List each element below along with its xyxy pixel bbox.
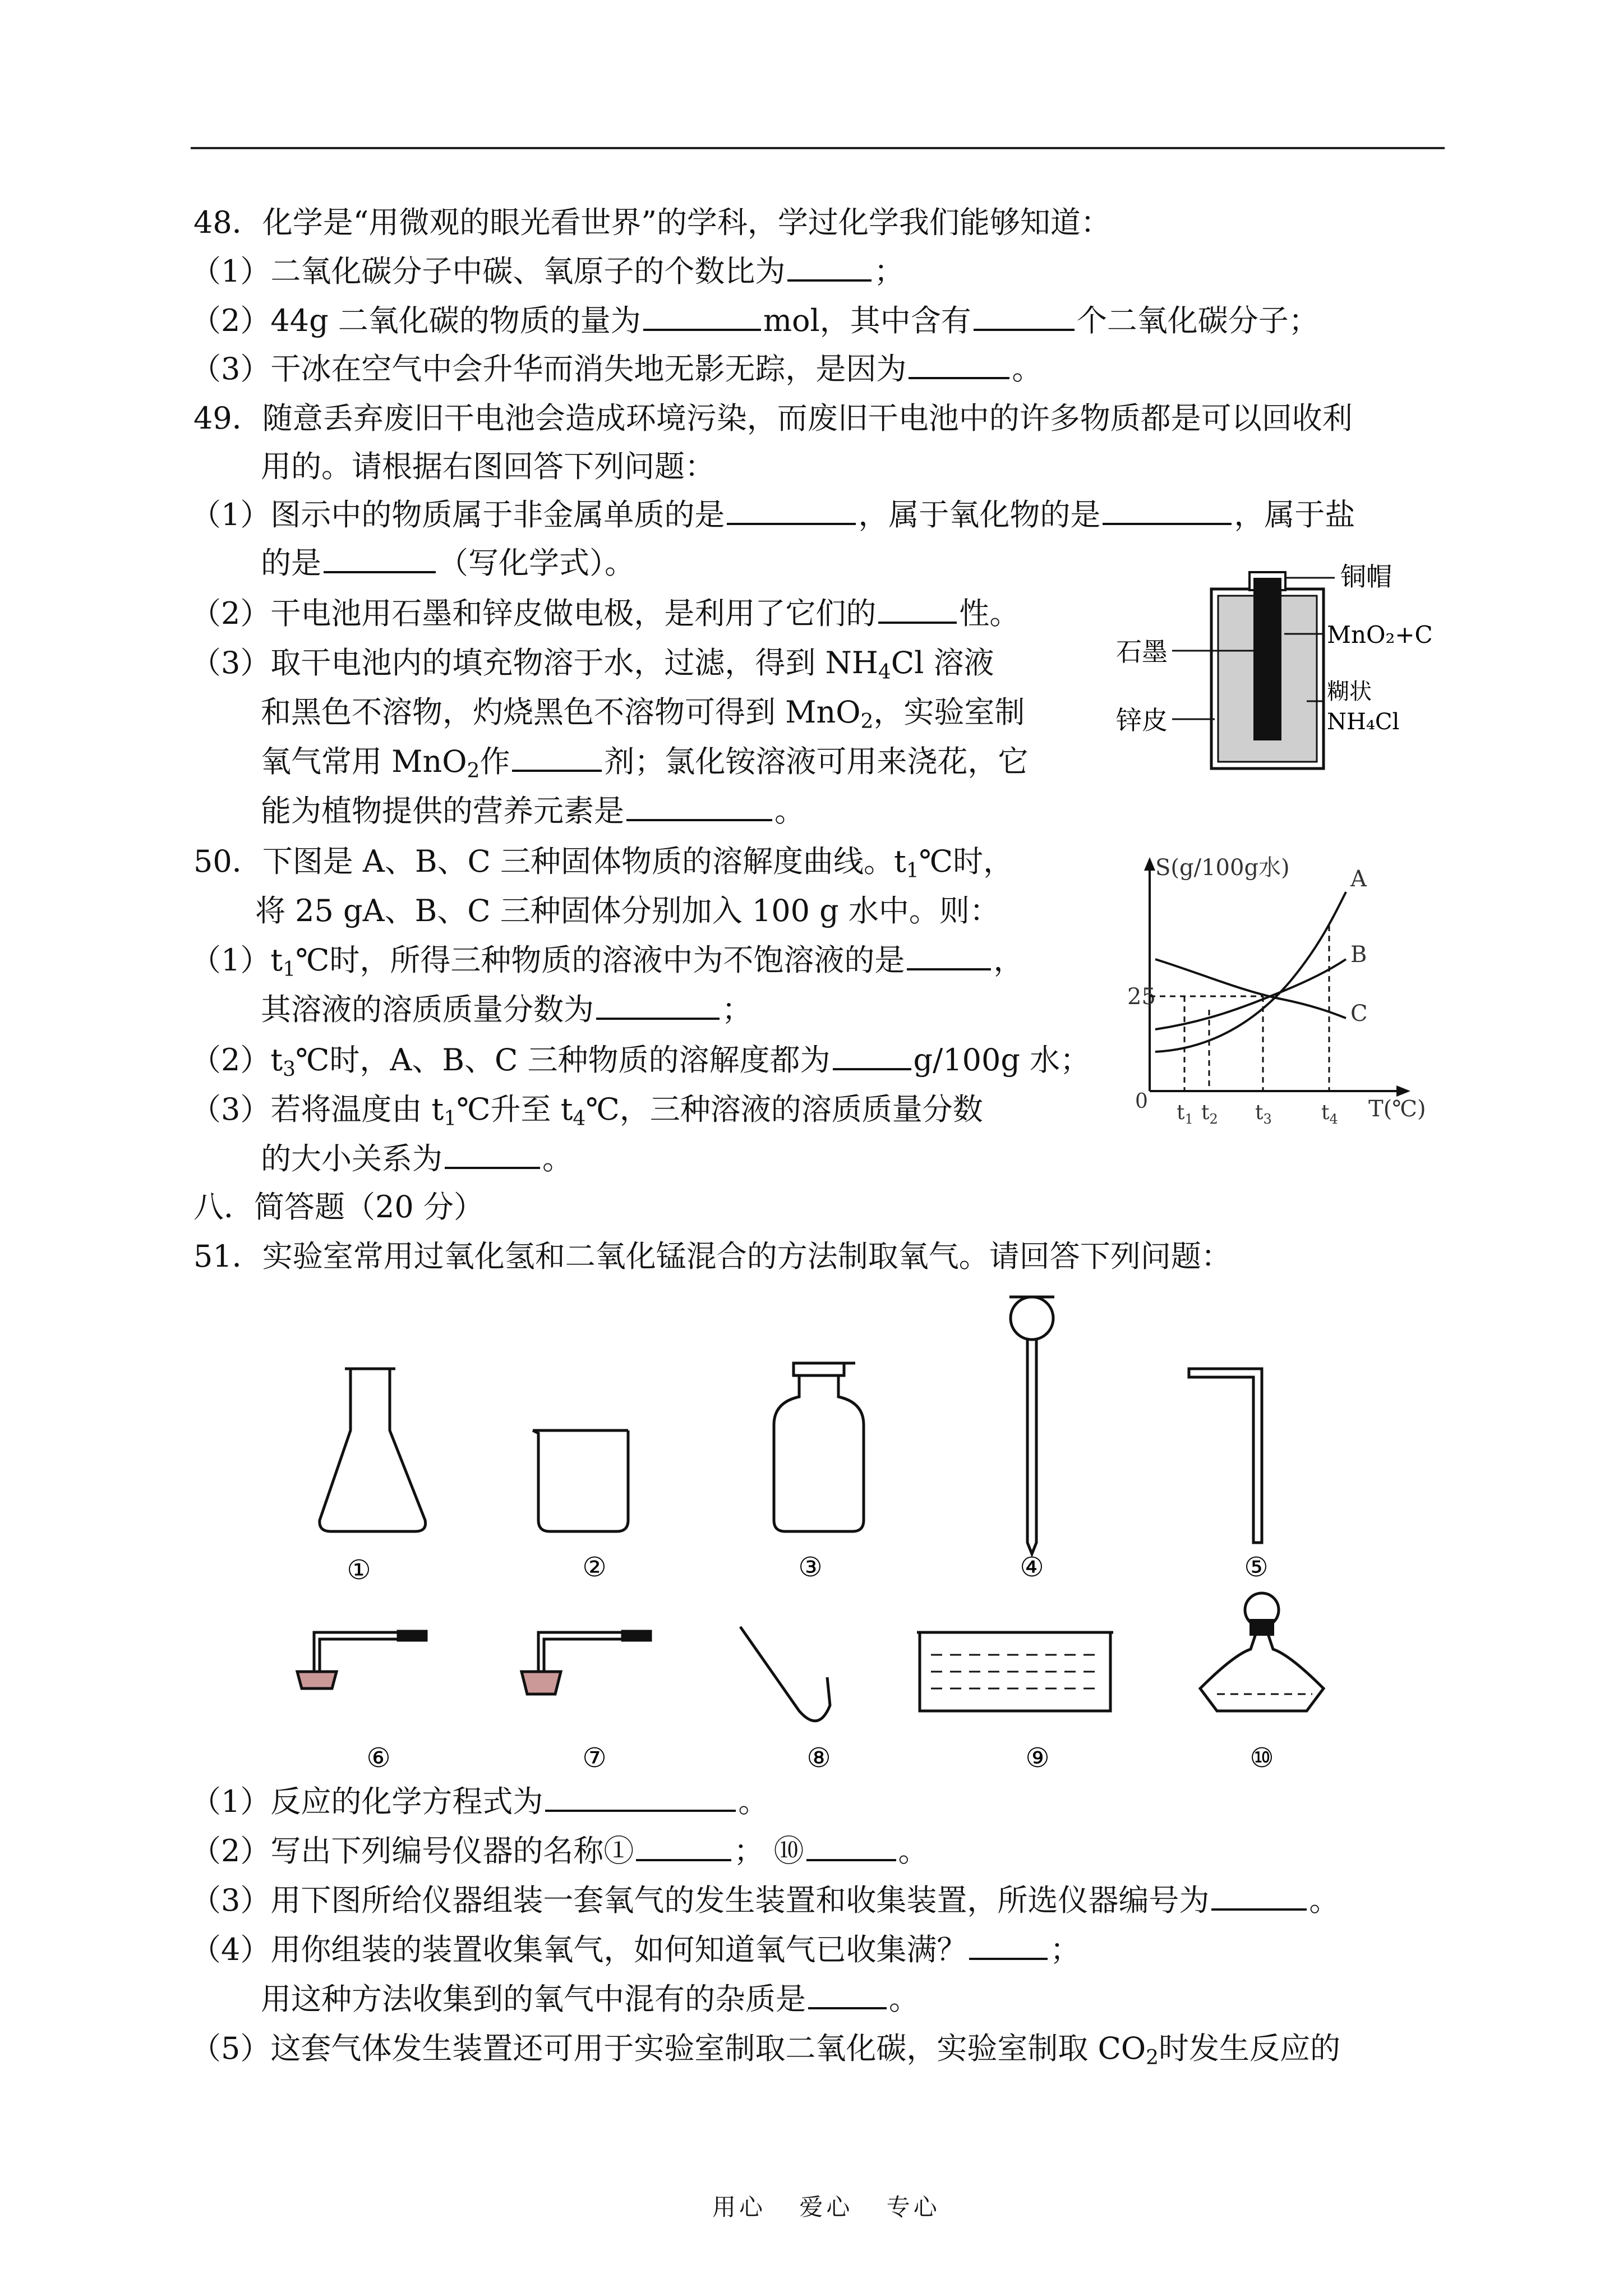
label-9: ⑨ [1025, 1742, 1050, 1774]
q48-stem: 48．化学是“用微观的眼光看世界”的学科，学过化学我们能够知道： [193, 205, 1111, 240]
q48-part3: （3）干冰在空气中会升华而消失地无影无踪，是因为 。 [191, 351, 1043, 386]
q51-stem: 51．实验室常用过氧化氢和二氧化锰混合的方法制取氧气。请回答下列问题： [193, 1239, 1232, 1274]
svg-text:0: 0 [1135, 1090, 1148, 1113]
q51-part1: （1）反应的化学方程式为 。 [191, 1784, 769, 1819]
label-copper-cap: 铜帽 [1340, 562, 1392, 592]
q51-part4-cont: 用这种方法收集到的氧气中混有的杂质是 。 [261, 1981, 919, 2017]
solubility-curve-figure [1110, 841, 1458, 1133]
q51-part5: （5）这套气体发生装置还可用于实验室制取二氧化碳，实验室制取 $CO_2$时发生反应的 [191, 2031, 1341, 2069]
q49-part3-line1: （3）取干电池内的填充物溶于水，过滤，得到 $NH_4Cl$ 溶液 [191, 645, 994, 684]
answer-blank[interactable] [787, 254, 872, 282]
answer-blank[interactable] [512, 744, 602, 772]
label-5: ⑤ [1244, 1552, 1269, 1583]
q49-part1-cont: 的是 （写化学式）。 [261, 545, 635, 581]
answer-blank[interactable] [626, 793, 772, 821]
answer-blank[interactable] [1103, 497, 1232, 525]
answer-blank[interactable] [808, 1981, 887, 2009]
label-4: ④ [1020, 1552, 1044, 1583]
svg-text:t3: $t_3$ [1255, 1101, 1272, 1127]
q50-part1: $(1)t_1℃$时，所得三种物质的溶液中为不饱溶液的是 ， [191, 942, 1024, 981]
svg-text:t1: $t_1$ [1177, 1101, 1193, 1127]
svg-text:A: A [1350, 866, 1367, 892]
q51-part2: （2）写出下列编号仪器的名称① ； ⑩ 。 [191, 1833, 929, 1869]
q49-part3-line4: 能为植物提供的营养元素是 。 [261, 793, 805, 829]
q50-stem-line2: 将 25 gA、B、C 三种固体分别加入 100 g 水中。则： [255, 893, 1000, 928]
answer-blank[interactable] [907, 942, 991, 970]
section-8-heading: 八．简答题（20 分） [193, 1189, 484, 1225]
q50-stem-line1: 50．下图是 A、B、C 三种固体物质的溶解度曲线。$t_1℃$时， [193, 844, 1014, 882]
dry-battery-diagram [1116, 561, 1453, 785]
label-paste: 糊状 [1327, 679, 1372, 705]
answer-blank[interactable] [445, 1141, 540, 1169]
q51-part4: （4）用你组装的装置收集氧气，如何知道氧气已收集满？ ； [191, 1932, 1081, 1967]
q49-stem-line1: 49．随意丢弃废旧干电池会造成环境污染，而废旧干电池中的许多物质都是可以回收利 [193, 401, 1353, 436]
label-2: ② [582, 1552, 607, 1583]
label-7: ⑦ [582, 1742, 607, 1774]
answer-blank[interactable] [727, 497, 856, 525]
q49-part3-line2: 和黑色不溶物，灼烧黑色不溶物可得到 MnO$_2$，实验室制 [261, 694, 1025, 733]
label-3: ③ [798, 1552, 823, 1583]
label-nh4cl: NH₄Cl [1327, 709, 1400, 735]
apparatus-figure [280, 1285, 1374, 1778]
answer-blank[interactable] [324, 545, 436, 573]
answer-blank[interactable] [636, 1833, 731, 1861]
answer-blank[interactable] [969, 1932, 1048, 1960]
answer-blank[interactable] [833, 1042, 911, 1070]
label-6: ⑥ [366, 1742, 391, 1774]
label-10: ⑩ [1249, 1742, 1274, 1774]
svg-text:25: 25 [1127, 984, 1156, 1010]
answer-blank[interactable] [545, 1784, 736, 1812]
label-zinc: 锌皮 [1116, 705, 1168, 735]
q50-part3-cont: 的大小关系为 。 [261, 1141, 573, 1176]
answer-blank[interactable] [909, 351, 1009, 379]
svg-text:C: C [1350, 1001, 1368, 1027]
answer-blank[interactable] [806, 1833, 896, 1861]
svg-text:S(g/100g水): S(g/100g水) [1155, 855, 1290, 881]
answer-blank[interactable] [974, 303, 1075, 331]
header-rule [191, 147, 1445, 149]
label-graphite: 石墨 [1116, 637, 1168, 667]
q50-part2: $(2)t_3℃$时，A、B、C 三种物质的溶解度都为 g/100g 水； [191, 1042, 1091, 1081]
label-mno2-c: MnO₂+C [1327, 621, 1433, 648]
page-footer: 用心 爱心 专心 [712, 2193, 940, 2221]
svg-text:t2: $t_2$ [1201, 1101, 1218, 1127]
q49-stem-line2: 用的。请根据右图回答下列问题： [261, 449, 715, 484]
answer-blank[interactable] [878, 596, 957, 624]
q51-part3: （3）用下图所给仪器组装一套氧气的发生装置和收集装置，所选仪器编号为 。 [191, 1883, 1340, 1918]
q48-part2: （2）44g 二氧化碳的物质的量为 mol，其中含有 个二氧化碳分子； [191, 303, 1319, 338]
label-1: ① [347, 1554, 371, 1586]
answer-blank[interactable] [1211, 1883, 1307, 1911]
q48-part1: （1）二氧化碳分子中碳、氧原子的个数比为 ； [191, 254, 905, 289]
answer-blank[interactable] [596, 992, 720, 1020]
q49-part3-line3: 氧气常用 MnO$_2$作 剂；氯化铵溶液可用来浇花，它 [261, 744, 1029, 783]
svg-text:t4: $t_4$ [1321, 1101, 1338, 1127]
q49-part2: （2）干电池用石墨和锌皮做电极，是利用了它们的 性。 [191, 596, 1020, 631]
answer-blank[interactable] [643, 303, 761, 331]
q50-part3: （3）若将温度由 $t_1℃$升至 $t_4℃$，三种溶液的溶质质量分数 [191, 1092, 983, 1130]
q49-part1: （1）图示中的物质属于非金属单质的是 ，属于氧化物的是 ，属于盐 [191, 497, 1355, 532]
svg-text:B: B [1350, 942, 1367, 968]
label-8: ⑧ [806, 1742, 831, 1774]
q50-part1-cont: 其溶液的溶质质量分数为 ； [261, 992, 752, 1027]
svg-text:T(℃): T(℃) [1368, 1096, 1426, 1122]
